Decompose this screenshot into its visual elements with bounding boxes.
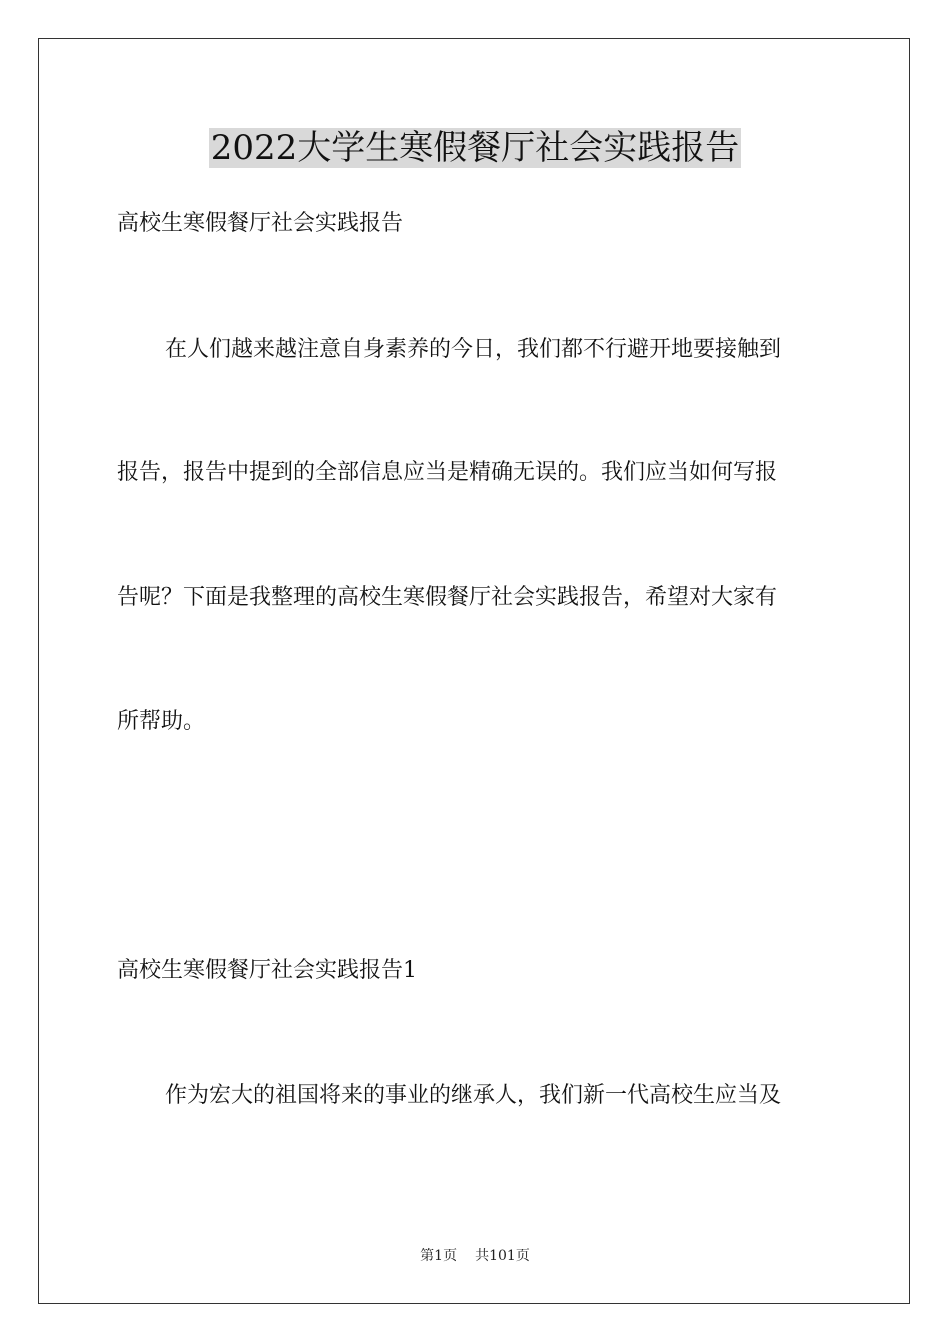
- section-heading: 高校生寒假餐厅社会实践报告1: [117, 958, 417, 983]
- page-number: 第1页: [420, 1248, 458, 1264]
- document-title: [0, 124, 950, 172]
- page-total: 共101页: [475, 1248, 530, 1264]
- document-subtitle: 高校生寒假餐厅社会实践报告: [117, 211, 404, 236]
- page-footer: [0, 1246, 950, 1266]
- paragraph-line: 告呢？下面是我整理的高校生寒假餐厅社会实践报告，希望对大家有: [117, 585, 778, 610]
- paragraph-line: 在人们越来越注意自身素养的今日，我们都不行避开地要接触到: [165, 337, 782, 362]
- paragraph-line: 作为宏大的祖国将来的事业的继承人，我们新一代高校生应当及: [165, 1083, 782, 1108]
- paragraph-line: 报告，报告中提到的全部信息应当是精确无误的。我们应当如何写报: [117, 460, 778, 485]
- paragraph-line: 所帮助。: [117, 709, 206, 734]
- document-title-text: 2022大学生寒假餐厅社会实践报告: [210, 128, 740, 168]
